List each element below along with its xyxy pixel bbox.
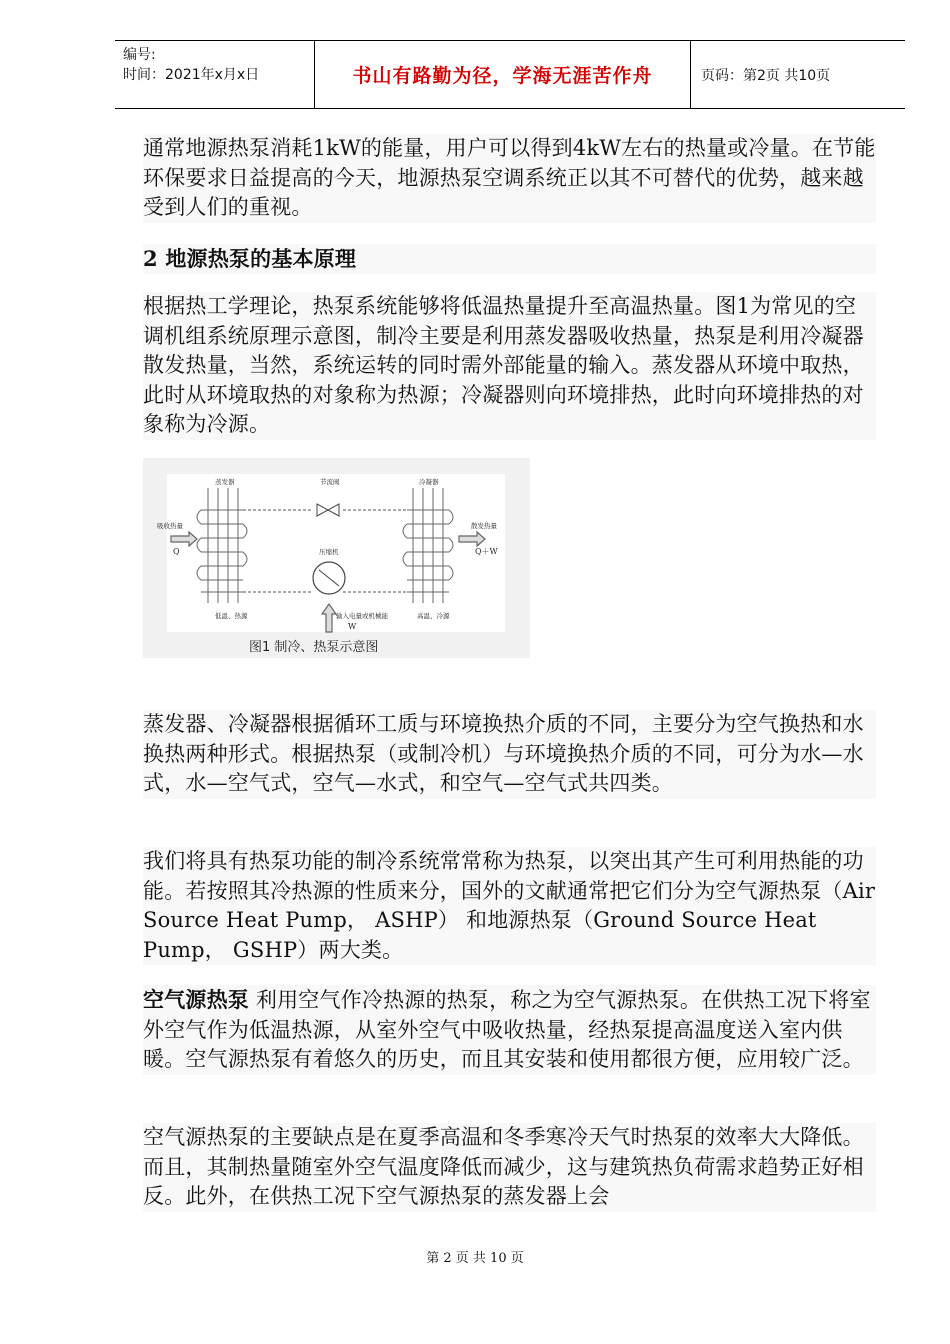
evaporator-label: 蒸发器 <box>215 478 235 486</box>
page-header <box>115 40 905 109</box>
header-motto: 书山有路勤为径，学海无涯苦作舟 <box>315 41 691 108</box>
input-energy-label: 输入电量或机械能 <box>336 612 388 620</box>
figure-heat-pump-diagram <box>143 458 530 658</box>
section-heading-block <box>143 244 876 274</box>
compressor-label: 压缩机 <box>319 548 339 556</box>
condenser-label: 冷凝器 <box>419 478 439 486</box>
throttle-label: 节流阀 <box>320 478 340 486</box>
drawbacks-paragraph-block <box>143 1123 876 1212</box>
page-footer: 第 2 页 共 10 页 <box>426 1251 524 1266</box>
heat-pump-diagram <box>143 458 530 658</box>
intro-paragraph: 通常地源热泵消耗1kW的能量，用户可以得到4kW左右的热量或冷量。在节能环保要求日益提高的今天，地源热泵空调系统正以其不可替代的优势，越来越受到人们的重视。 <box>143 136 876 219</box>
ashp-term: 空气源热泵 <box>143 987 249 1012</box>
ashp-paragraph-block <box>143 985 876 1075</box>
intro-paragraph-block <box>143 134 876 223</box>
ashp-paragraph <box>143 985 876 1075</box>
principle-paragraph-block <box>143 292 876 440</box>
w-label: W <box>348 622 357 631</box>
types-paragraph-block <box>143 847 876 965</box>
principle-paragraph: 根据热工学理论，热泵系统能够将低温热量提升至高温热量。图1为常见的空调机组系统原理示意图，制冷主要是利用蒸发器吸收热量，热泵是利用冷凝器散发热量，当然，系统运转的同时需外部能量的输入。蒸发器从环境中取热，此时从环境取热的对象称为热源；冷凝器则向环境排热，此时向环境排热的对象称为冷源。 <box>143 294 864 436</box>
forms-paragraph-block <box>143 710 876 799</box>
figure-caption: 图1 制冷、热泵示意图 <box>249 640 379 655</box>
release-heat-label: 散发热量 <box>471 522 497 530</box>
absorb-heat-label: 吸收热量 <box>157 522 183 530</box>
q-out-label: Q＋W <box>475 547 498 556</box>
low-side-label: 低温、热源 <box>215 612 248 620</box>
document-number-label: 编号: <box>123 47 156 63</box>
document-time-label: 时间：2021年x月x日 <box>123 67 260 83</box>
q-in-label: Q <box>173 547 180 556</box>
ashp-text: 利用空气作冷热源的热泵，称之为空气源热泵。在供热工况下将室外空气作为低温热源，从室外空气中吸收热量，经热泵提高温度送入室内供暖。空气源热泵有着悠久的历史，而且其安装和使用都很方便，应用较广泛。 <box>143 988 871 1071</box>
section-heading: 2 地源热泵的基本原理 <box>143 246 357 271</box>
header-meta <box>115 41 315 108</box>
drawbacks-paragraph: 空气源热泵的主要缺点是在夏季高温和冬季寒冷天气时热泵的效率大大降低。而且，其制热量随室外空气温度降低而减少，这与建筑热负荷需求趋势正好相反。此外，在供热工况下空气源热泵的蒸发器上会 <box>143 1125 864 1208</box>
types-paragraph: 我们将具有热泵功能的制冷系统常常称为热泵，以突出其产生可利用热能的功能。若按照其冷热源的性质来分，国外的文献通常把它们分为空气源热泵（Air Source Heat Pump， ASHP） 和地源热泵（Ground Source Heat Pump， GSHP）两大类。 <box>143 849 876 962</box>
header-page-number: 页码：第2页 共10页 <box>701 67 831 84</box>
forms-paragraph: 蒸发器、冷凝器根据循环工质与环境换热介质的不同，主要分为空气换热和水换热两种形式。根据热泵（或制冷机）与环境换热介质的不同，可分为水—水式，水—空气式，空气—水式，和空气—空气式共四类。 <box>143 712 864 795</box>
high-side-label: 高温、冷源 <box>417 612 450 620</box>
